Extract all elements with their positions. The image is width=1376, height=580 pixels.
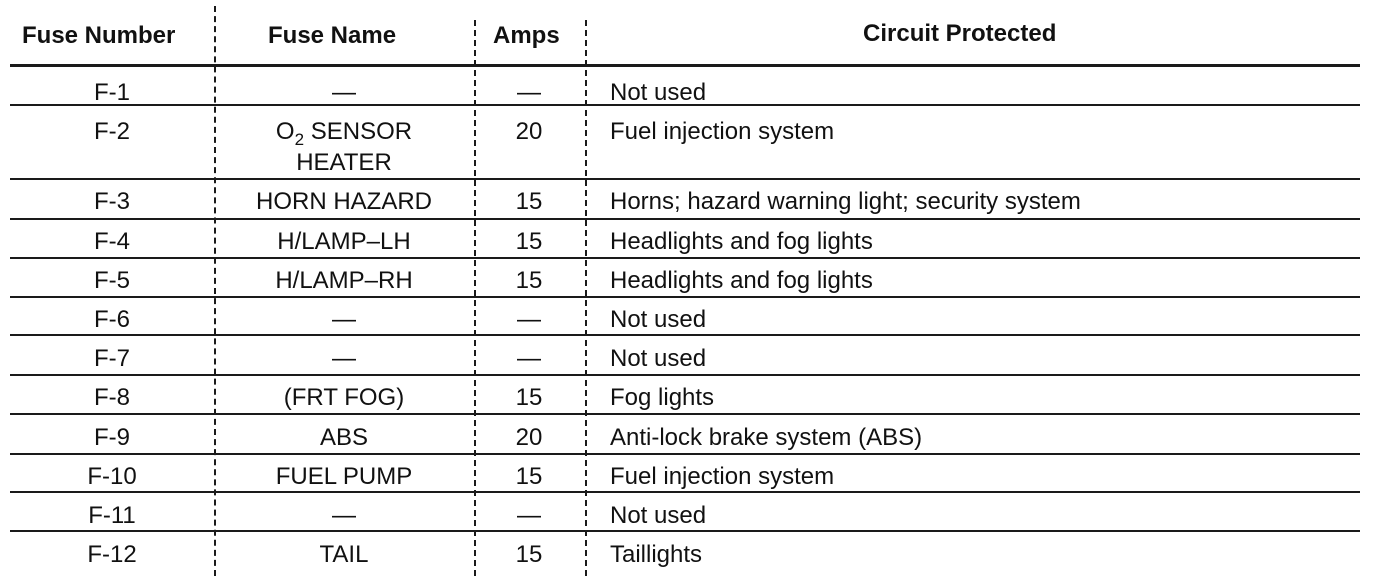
fuse-number-cell: F-3 (94, 188, 130, 215)
amps-cell: 20 (515, 118, 543, 145)
row-divider (10, 178, 1360, 180)
fuse-name-cell: — (332, 79, 356, 106)
fuse-number-cell: F-1 (94, 79, 130, 106)
amps-cell: 15 (515, 463, 543, 490)
row-divider (10, 334, 1360, 336)
amps-cell: 15 (515, 384, 543, 411)
amps-cell: — (517, 345, 541, 372)
amps-cell: 15 (515, 541, 543, 568)
amps-cell: 20 (515, 424, 543, 451)
fuse-number-cell: F-7 (94, 345, 130, 372)
fuse-number-cell: F-12 (87, 541, 137, 568)
row-divider (10, 453, 1360, 455)
row-divider (10, 296, 1360, 298)
fuse-name-line-1 (214, 117, 474, 148)
fuse-name-cell: FUEL PUMP (275, 463, 413, 490)
header-fuse-number: Fuse Number (22, 22, 176, 49)
row-divider (10, 218, 1360, 220)
fuse-name-sensor: SENSOR (304, 118, 413, 145)
fuse-name-subscript: 2 (294, 130, 305, 149)
fuse-table (10, 6, 1360, 576)
amps-cell: 15 (515, 228, 543, 255)
row-divider (10, 374, 1360, 376)
fuse-name-cell: H/LAMP–LH (277, 228, 411, 255)
row-divider (10, 530, 1360, 532)
amps-cell: — (517, 79, 541, 106)
circuit-cell: Fuel injection system (610, 118, 835, 145)
circuit-cell: Anti-lock brake system (ABS) (610, 424, 923, 451)
fuse-name-cell: — (332, 502, 356, 529)
circuit-cell: Taillights (610, 541, 703, 568)
row-divider (10, 491, 1360, 493)
header-rule (10, 64, 1360, 67)
circuit-cell: Headlights and fog lights (610, 267, 873, 294)
fuse-name-cell: (FRT FOG) (283, 384, 405, 411)
amps-cell: 15 (515, 188, 543, 215)
header-amps: Amps (493, 22, 560, 49)
amps-cell: — (517, 306, 541, 333)
circuit-cell: Fuel injection system (610, 463, 835, 490)
table-header (10, 6, 1360, 66)
fuse-number-cell: F-5 (94, 267, 130, 294)
row-divider (10, 257, 1360, 259)
fuse-number-cell: F-10 (87, 463, 137, 490)
fuse-number-cell: F-8 (94, 384, 130, 411)
fuse-name-cell: H/LAMP–RH (275, 267, 413, 294)
circuit-cell: Not used (610, 79, 707, 106)
circuit-cell: Fog lights (610, 384, 715, 411)
fuse-name-cell (214, 117, 474, 177)
amps-cell: 15 (515, 267, 543, 294)
fuse-number-cell: F-9 (94, 424, 130, 451)
fuse-name-o: O (275, 118, 295, 145)
fuse-number-cell: F-4 (94, 228, 130, 255)
circuit-cell: Horns; hazard warning light; security system (610, 188, 1081, 215)
fuse-name-cell: — (332, 345, 356, 372)
circuit-cell: Not used (610, 345, 707, 372)
fuse-number-cell: F-2 (94, 118, 130, 145)
header-fuse-name: Fuse Name (268, 22, 397, 49)
header-circuit-protected: Circuit Protected (863, 20, 1057, 47)
fuse-name-cell: ABS (319, 424, 369, 451)
fuse-number-cell: F-6 (94, 306, 130, 333)
fuse-name-cell: HORN HAZARD (255, 188, 432, 215)
fuse-name-cell: TAIL (319, 541, 369, 568)
fuse-name-cell: — (332, 306, 356, 333)
fuse-number-cell: F-11 (88, 502, 136, 529)
amps-cell: — (517, 502, 541, 529)
circuit-cell: Not used (610, 306, 707, 333)
circuit-cell: Headlights and fog lights (610, 228, 873, 255)
fuse-name-line-2: HEATER (296, 149, 392, 176)
row-divider (10, 413, 1360, 415)
circuit-cell: Not used (610, 502, 707, 529)
